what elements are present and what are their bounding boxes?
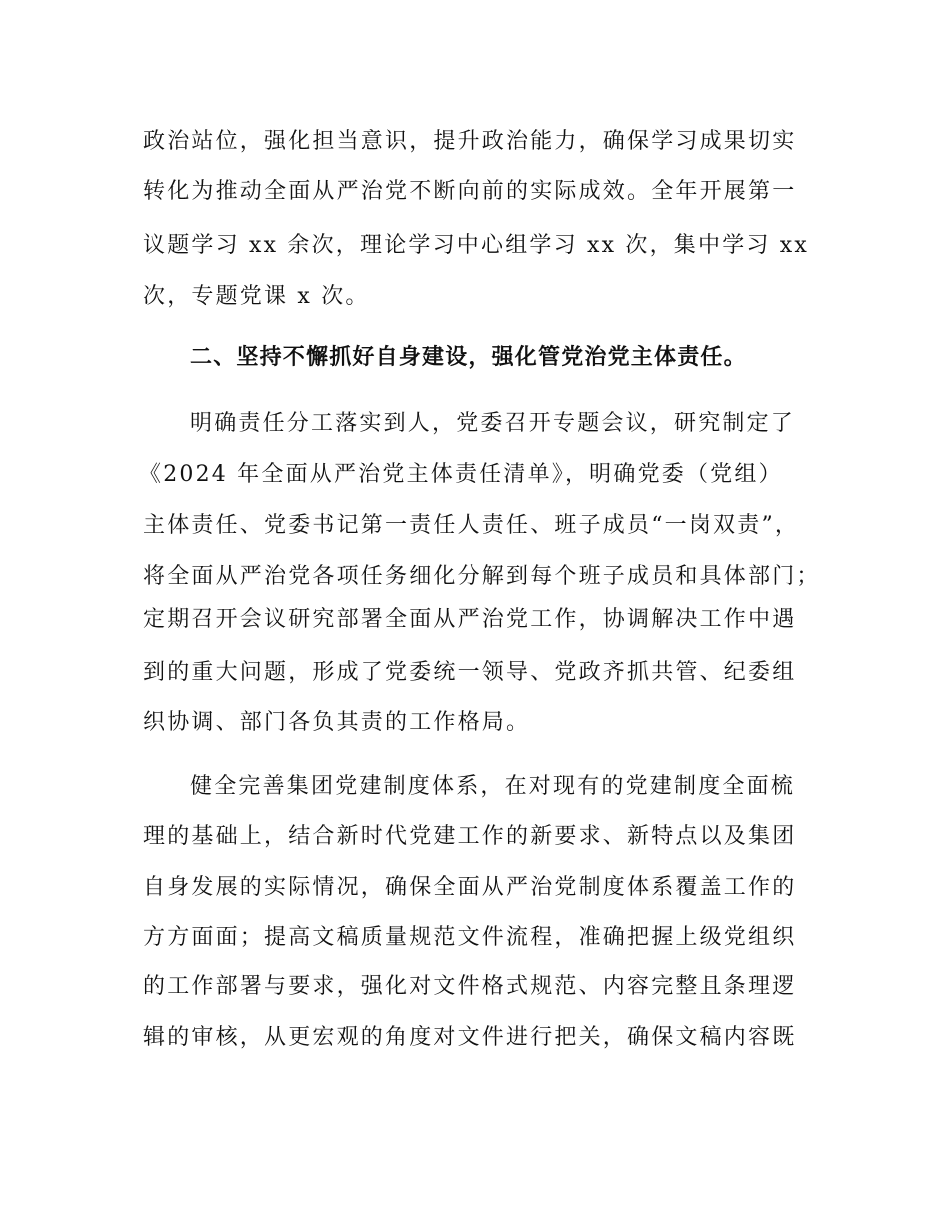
text-line: 理的基础上，结合新时代党建工作的新要求、新特点以及集团	[143, 824, 797, 849]
text-line: 方方面面；提高文稿质量规范文件流程，准确把握上级党组织	[143, 925, 797, 950]
text-line: 到的重大问题，形成了党委统一领导、党政齐抓共管、纪委组	[143, 660, 797, 685]
text-line: 织协调、部门各负其责的工作格局。	[143, 710, 531, 735]
text-line: 辑的审核，从更宏观的角度对文件进行把关，确保文稿内容既	[143, 1025, 797, 1050]
text-line: 将全面从严治党各项任务细化分解到每个班子成员和具体部门；	[143, 564, 821, 589]
text-line: 次，专题党课 x 次。	[143, 284, 370, 309]
text-line: 转化为推动全面从严治党不断向前的实际成效。全年开展第一	[143, 179, 797, 204]
text-line: 明确责任分工落实到人，党委召开专题会议，研究制定了	[190, 411, 796, 436]
text-line: 健全完善集团党建制度体系，在对现有的党建制度全面梳	[190, 774, 796, 799]
text-line: 议题学习 xx 余次，理论学习中心组学习 xx 次，集中学习 xx	[143, 233, 810, 258]
text-line: 的工作部署与要求，强化对文件格式规范、内容完整且条理逻	[143, 974, 797, 999]
text-line: 主体责任、党委书记第一责任人责任、班子成员“一岗双责”，	[143, 513, 800, 538]
text-line: 《2024 年全面从严治党主体责任清单》，明确党委（党组）	[139, 462, 783, 487]
text-line: 政治站位，强化担当意识，提升政治能力，确保学习成果切实	[143, 129, 797, 154]
section-heading: 二、坚持不懈抓好自身建设，强化管党治党主体责任。	[190, 345, 747, 370]
text-line: 自身发展的实际情况，确保全面从严治党制度体系覆盖工作的	[143, 875, 797, 900]
text-line: 定期召开会议研究部署全面从严治党工作，协调解决工作中遇	[143, 607, 797, 632]
